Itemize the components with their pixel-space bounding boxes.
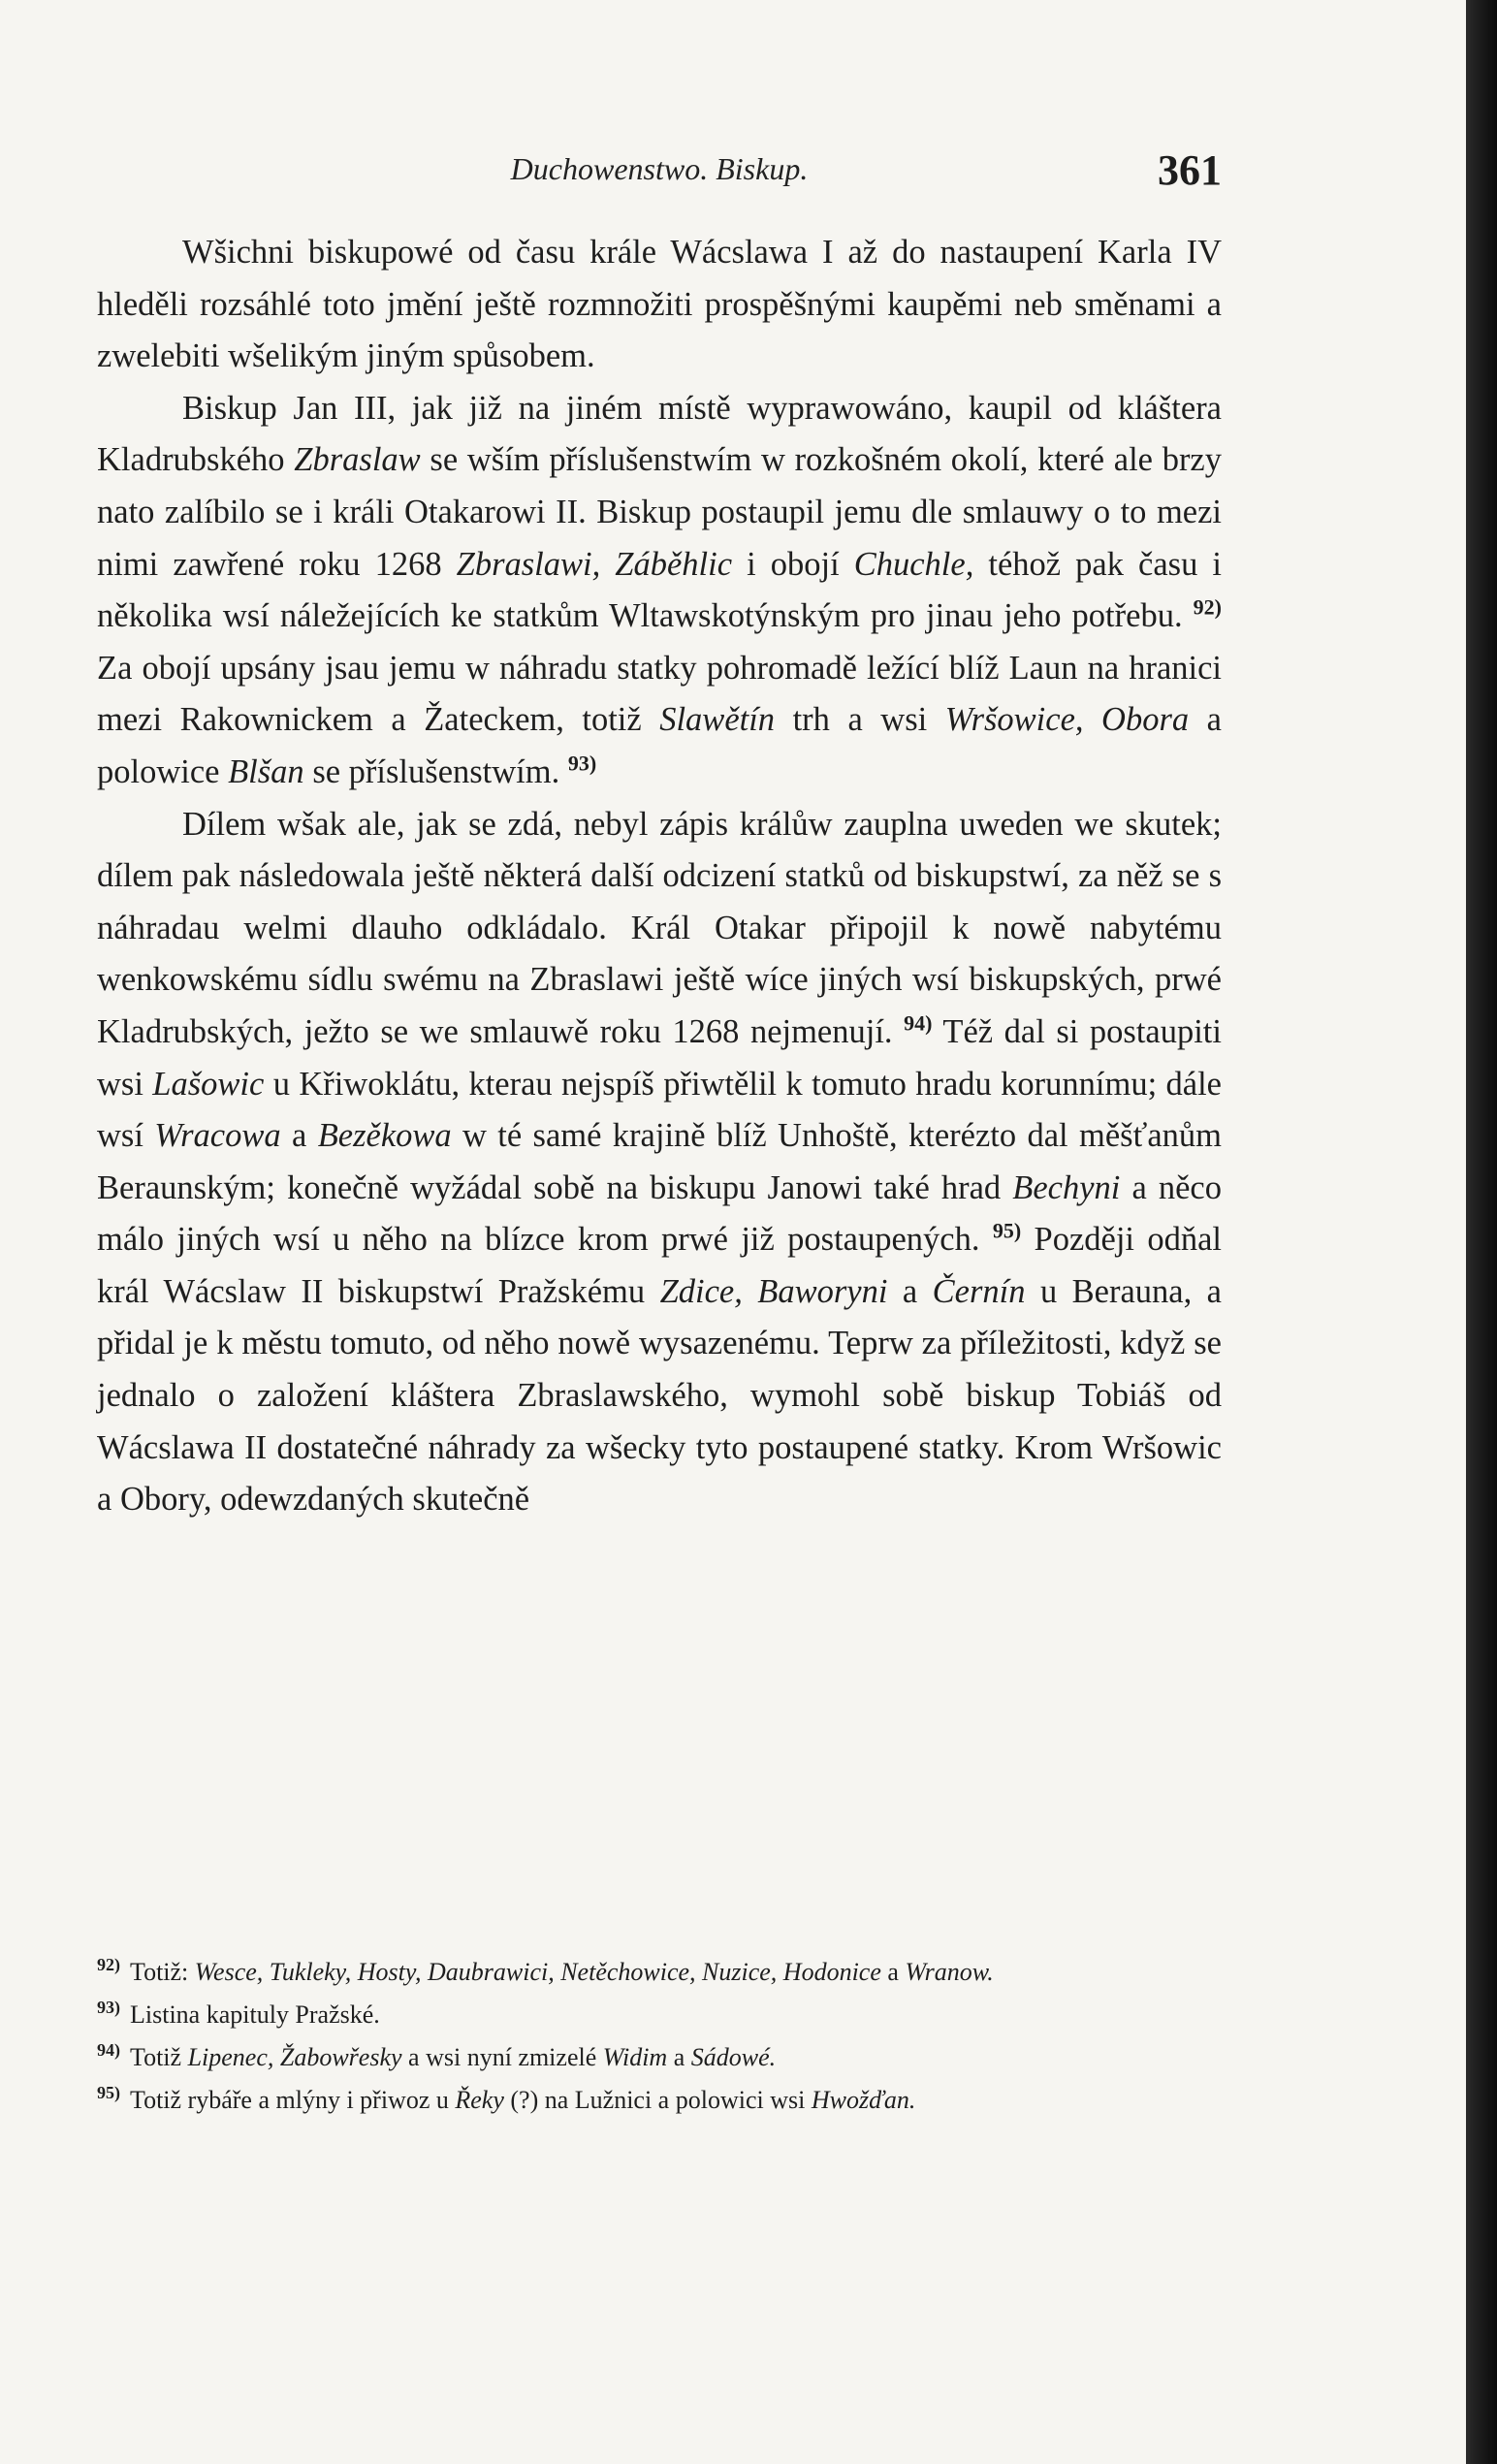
paragraph: [97, 383, 1222, 799]
text-run: Totiž: [130, 2043, 188, 2071]
text-run: w té samé krajině blíž Unhoště, kterézto dal měšťanům Beraunským; konečně wyžádal sobě na biskupu Janowi také hrad: [97, 1117, 1222, 1206]
italic-name: Hwožďan.: [811, 2086, 916, 2114]
text-run: a: [887, 1272, 933, 1310]
text-run: Též dal si postaupiti wsi: [97, 1012, 1222, 1103]
italic-name: Zdice, Baworyni: [659, 1272, 888, 1310]
footnote: [97, 2079, 1222, 2122]
italic-name: Wršowice, Obora: [944, 701, 1190, 739]
footnote: [97, 1994, 1222, 2036]
text-run: Totiž:: [130, 1958, 195, 1986]
italic-name: Bechyni: [1012, 1168, 1121, 1206]
footnotes: [97, 1951, 1222, 2122]
italic-name: Wracowa: [154, 1117, 281, 1155]
text-run: i obojí: [732, 545, 854, 583]
text-run: Později odňal král Wácslaw II biskupstwí Pražskému: [97, 1221, 1222, 1310]
body-text: [97, 227, 1222, 1526]
italic-name: Bezěkowa: [317, 1117, 452, 1155]
scan-edge: [1466, 0, 1497, 2464]
footnote-reference: 93): [567, 751, 597, 776]
paragraph: [97, 227, 1222, 383]
italic-name: Chuchle,: [853, 545, 974, 583]
text-run: a: [880, 1958, 906, 1986]
italic-name: Zbraslaw: [294, 441, 421, 479]
text-run: se wším příslušenstwím w rozkošném okolí, které ale brzy nato zalíbilo se i králi Otakarowi II. Biskup postaupil jemu dle smlauwy o to mezi nimi zawřené roku 1268: [97, 441, 1222, 583]
footnote-mark: 94): [97, 2040, 120, 2061]
text-run: Totiž rybáře a mlýny i přiwoz u: [130, 2086, 456, 2114]
italic-name: Lašowic: [152, 1065, 265, 1103]
footnote: [97, 1951, 1222, 1994]
footnote-mark: 92): [97, 1955, 120, 1975]
text-run: (?) na Lužnici a polowici wsi: [503, 2086, 812, 2114]
page-header: [97, 145, 1222, 204]
text-run: Za obojí upsány jsau jemu w náhradu statky pohromadě ležící blíž Laun na hranici mezi Rakownickem a Žateckem, totiž: [97, 649, 1222, 739]
text-run: u Křiwoklátu, kterau nejspíš přiwtělil k tomuto hradu korunnímu; dále wsí: [97, 1065, 1222, 1155]
text-run: se příslušenstwím.: [303, 752, 568, 790]
footnote: [97, 2036, 1222, 2079]
text-run: Listina kapituly Pražské.: [130, 2000, 380, 2029]
italic-name: Řeky: [455, 2086, 504, 2114]
italic-name: Widim: [602, 2043, 668, 2071]
footnote-mark: 93): [97, 1998, 120, 2018]
text-run: Dílem wšak ale, jak se zdá, nebyl zápis králůw zauplna uweden we skutek; dílem pak následowala ještě některá další odcizení statků od biskupstwí, za něž se s náhradau welmi dlauho odkládalo. Král Otakar připojil k nowě nabytému wenkowskému sídlu swému na Zbraslawi ještě wíce jiných wsí biskupských, prwé Kladrubských, ježto se we smlauwě roku 1268 nejmenují.: [97, 805, 1222, 1050]
paragraph: [97, 799, 1222, 1526]
italic-name: Černín: [932, 1272, 1026, 1310]
text-run: Wšichni biskupowé od času krále Wácslawa I až do nastaupení Karla IV hleděli rozsáhlé toto jmění ještě rozmnožiti prospěšnými kaupěmi neb směnami a zwelebiti wšelikým jiným spůsobem.: [97, 234, 1222, 375]
text-run: trh a wsi: [775, 701, 945, 739]
text-run: a: [667, 2043, 691, 2071]
footnote-reference: 92): [1193, 594, 1222, 620]
italic-name: Zbraslawi, Záběhlic: [456, 545, 733, 583]
italic-name: Slawětín: [659, 701, 776, 739]
text-run: a: [280, 1117, 318, 1155]
italic-name: Sádowé.: [690, 2043, 777, 2071]
footnote-reference: 94): [904, 1010, 933, 1036]
italic-name: Wranow.: [905, 1958, 994, 1986]
running-head: Duchowenstwo. Biskup.: [510, 151, 809, 186]
italic-name: Blšan: [228, 752, 304, 790]
footnote-reference: 95): [992, 1218, 1022, 1243]
footnote-mark: 95): [97, 2083, 120, 2103]
text-run: u Berauna, a přidal je k městu tomuto, od něho nowě wysazenému. Teprw za příležitosti, když se jednalo o založení kláštera Zbraslawského, wymohl sobě biskup Tobiáš od Wácslawa II dostatečné náhrady za wšecky tyto postaupené statky. Krom Wršowic a Obory, odewzdaných skutečně: [97, 1272, 1222, 1519]
text-run: a polowice: [97, 701, 1222, 790]
text-run: téhož pak času i několika wsí náležejících ke statkům Wltawskotýnským pro jinau jeho potřebu.: [97, 545, 1222, 635]
text-run: Biskup Jan III, jak již na jiném místě wyprawowáno, kaupil od kláštera Kladrubského: [97, 389, 1222, 479]
italic-name: Wesce, Tukleky, Hosty, Daubrawici, Netěchowice, Nuzice, Hodonice: [194, 1958, 881, 1986]
italic-name: Lipenec, Žabowřesky: [187, 2043, 402, 2071]
text-run: a něco málo jiných wsí u něho na blízce krom prwé již postaupených.: [97, 1168, 1222, 1259]
page-number: 361: [1158, 146, 1222, 194]
text-run: a wsi nyní zmizelé: [401, 2043, 603, 2071]
